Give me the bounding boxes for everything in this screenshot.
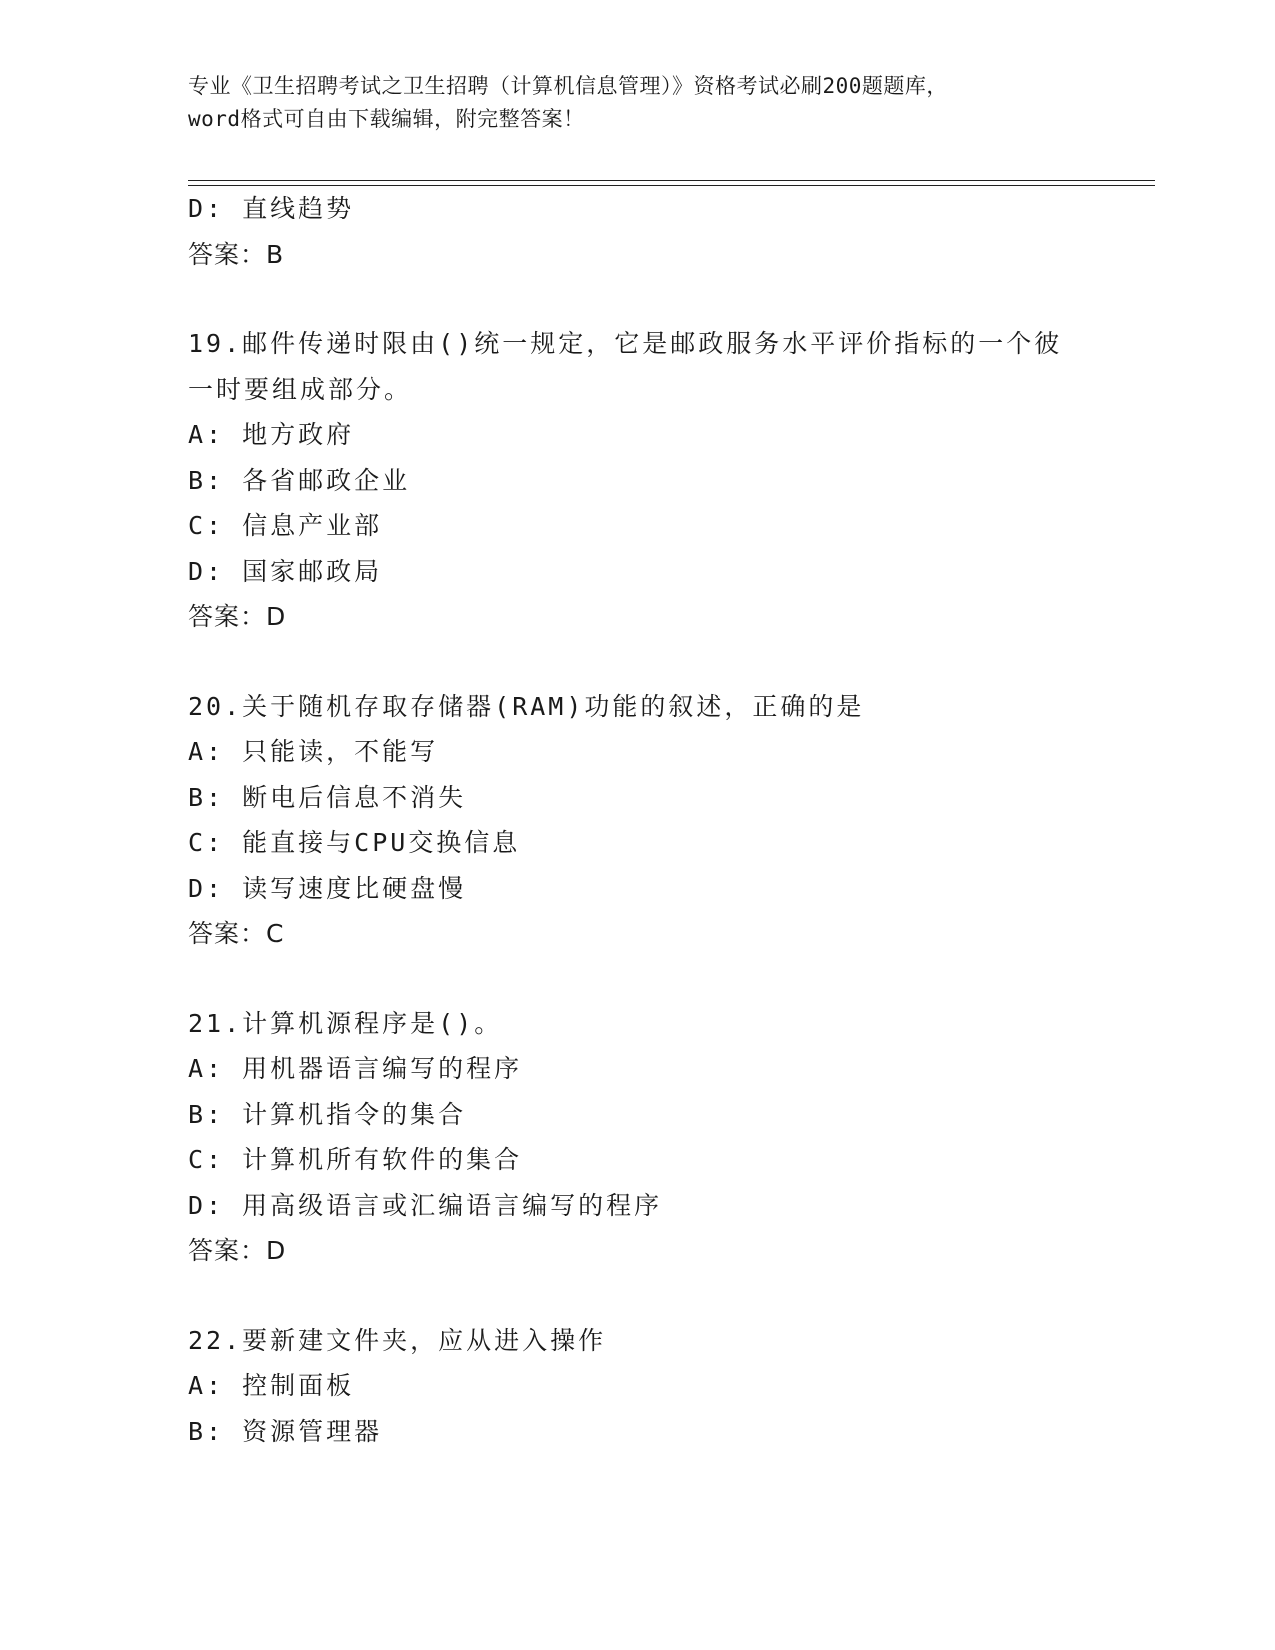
question-20 [188,684,1088,957]
question-22 [188,1318,1088,1455]
option-b: B: 断电后信息不消失 [188,782,467,812]
question-19 [188,321,1088,640]
option-a: A: 控制面板 [188,1371,355,1400]
option-c: C: 能直接与CPU交换信息 [188,828,521,857]
header-line-2: word格式可自由下载编辑，附完整答案！ [188,107,585,131]
answer: 答案：D [188,602,287,631]
question-list [188,186,1088,1454]
answer: 答案：B [188,239,285,269]
option-c: C: 计算机所有软件的集合 [188,1145,523,1174]
option-b: B: 各省邮政企业 [188,465,411,495]
question-stem: 20.关于随机存取存储器(RAM)功能的叙述，正确的是 [188,691,865,721]
header-rule-top [188,180,1155,181]
option-d: D: 用高级语言或汇编语言编写的程序 [188,1190,663,1220]
option-c: C: 信息产业部 [188,511,383,540]
option-a: A: 用机器语言编写的程序 [188,1054,523,1083]
header-line-1: 专业《卫生招聘考试之卫生招聘（计算机信息管理）》资格考试必刷200题题库， [188,74,948,98]
option-b: B: 计算机指令的集合 [188,1099,467,1129]
question-stem: 21.计算机源程序是()。 [188,1008,503,1038]
question-stem: 19.邮件传递时限由()统一规定，它是邮政服务水平评价指标的一个彼 [188,329,1063,358]
option-a: A: 地方政府 [188,420,355,449]
option-d: D: 读写速度比硬盘慢 [188,873,467,903]
answer: 答案：D [188,1236,287,1265]
question-stem-continued: 一时要组成部分。 [188,374,413,404]
question-stem: 22.要新建文件夹，应从进入操作 [188,1325,607,1355]
option-d: D: 国家邮政局 [188,556,383,586]
option-d: D: 直线趋势 [188,194,355,223]
option-b: B: 资源管理器 [188,1416,383,1446]
answer: 答案：C [188,919,285,948]
question-21 [188,1001,1088,1274]
document-header [188,70,1088,136]
option-a: A: 只能读，不能写 [188,737,439,766]
